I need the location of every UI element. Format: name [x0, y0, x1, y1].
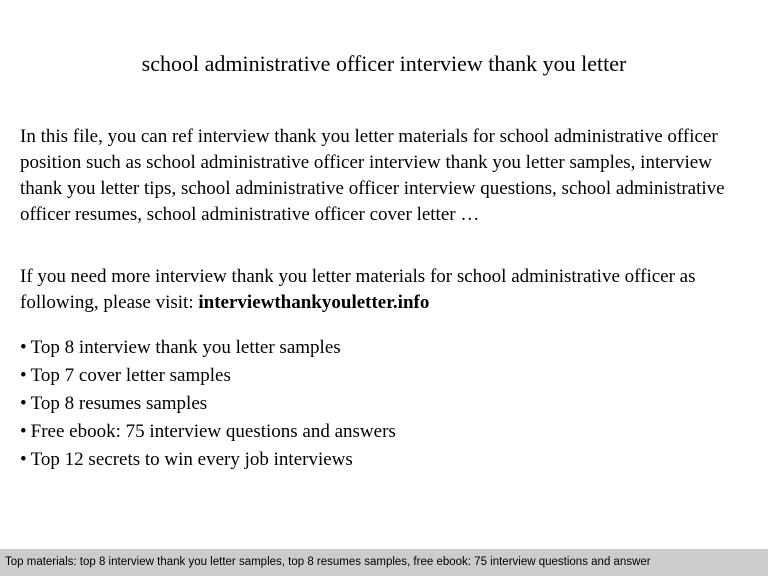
list-item: [20, 418, 755, 446]
bullet-icon: •: [20, 421, 27, 442]
bullet-icon: •: [20, 337, 27, 358]
list-item-text: Top 8 interview thank you letter samples: [30, 337, 341, 358]
list-item-text: Top 8 resumes samples: [30, 393, 208, 414]
more-materials-paragraph: [20, 264, 755, 316]
main-content: [20, 124, 755, 474]
bullet-icon: •: [20, 449, 27, 470]
footer-bar: Top materials: top 8 interview thank you letter samples, top 8 resumes samples, free ebook: 75 interview questions and answer: [0, 549, 768, 576]
materials-list: [20, 334, 755, 474]
website-link[interactable]: interviewthankyouletter.info: [198, 292, 430, 313]
more-materials-text: If you need more interview thank you letter materials for school administrative officer as following, please visit:: [20, 266, 696, 313]
list-item-text: Top 7 cover letter samples: [30, 365, 231, 386]
list-item: [20, 334, 755, 362]
bullet-icon: •: [20, 393, 27, 414]
intro-paragraph: In this file, you can ref interview thank you letter materials for school administrative officer position such as school administrative officer interview thank you letter samples, interview thank you letter tips, school administrative officer interview questions, school administrative officer resumes, school administrative officer cover letter …: [20, 126, 725, 225]
list-item-text: Top 12 secrets to win every job interviews: [30, 449, 353, 470]
list-item: [20, 446, 755, 474]
list-item: [20, 390, 755, 418]
list-item: [20, 362, 755, 390]
list-item-text: Free ebook: 75 interview questions and answers: [30, 421, 396, 442]
bullet-icon: •: [20, 365, 27, 386]
page-title: school administrative officer interview thank you letter: [141, 51, 627, 76]
